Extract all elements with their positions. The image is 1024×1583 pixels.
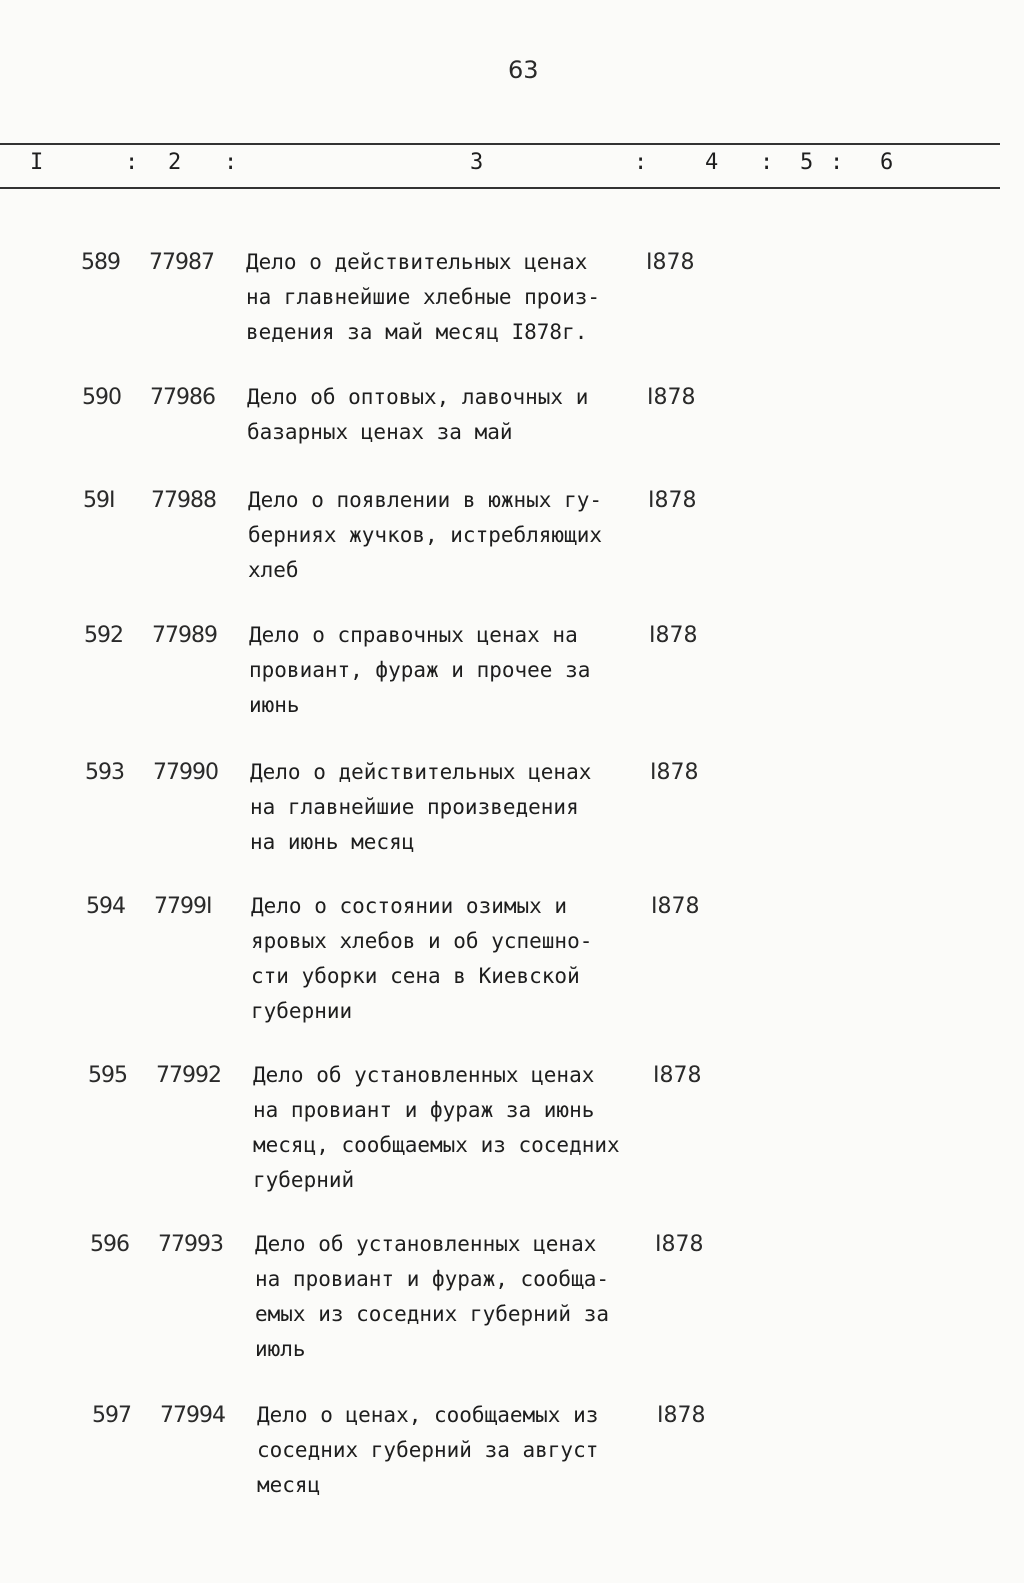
page-number: 63 — [508, 56, 539, 84]
description-line: хлеб — [248, 558, 299, 582]
entry-description — [250, 760, 650, 865]
description-line: сти уборки сена в Киевской — [251, 964, 580, 988]
description-line: ведения за май месяц I878г. — [246, 320, 588, 344]
entry-description — [246, 250, 646, 355]
entry-number: 594 — [86, 894, 125, 919]
description-line: на провиант и фураж, сообща- — [255, 1267, 610, 1291]
description-line: Дело о ценах, сообщаемых из — [257, 1403, 599, 1427]
entry-description — [257, 1403, 657, 1508]
col-header-6: 6 — [880, 150, 894, 175]
col-separator: : — [125, 150, 139, 175]
description-line: Дело об оптовых, лавочных и — [247, 385, 589, 409]
description-line: на провиант и фураж за июнь — [253, 1098, 595, 1122]
entry-year: I878 — [653, 1063, 702, 1088]
entry-code: 7799I — [154, 894, 212, 919]
description-line: на главнейшие хлебные произ- — [246, 285, 601, 309]
header-rule-top — [0, 143, 1000, 145]
entry-number: 595 — [88, 1063, 127, 1088]
entry-number: 596 — [90, 1232, 129, 1257]
description-line: яровых хлебов и об успешно- — [251, 929, 593, 953]
description-line: емых из соседних губерний за — [255, 1302, 610, 1326]
col-header-4: 4 — [705, 150, 719, 175]
description-line: соседних губерний за август — [257, 1438, 599, 1462]
entry-description — [248, 488, 648, 593]
description-line: провиант, фураж и прочее за — [249, 658, 591, 682]
entry-year: I878 — [647, 385, 696, 410]
entry-number: 589 — [81, 250, 120, 275]
entry-code: 77988 — [151, 488, 216, 513]
col-header-3: 3 — [470, 150, 484, 175]
entry-description — [247, 385, 647, 455]
description-line: губерний — [253, 1168, 355, 1192]
description-line: берниях жучков, истребляющих — [248, 523, 603, 547]
description-line: Дело о появлении в южных гу- — [248, 488, 603, 512]
entry-number: 592 — [84, 623, 123, 648]
description-line: базарных ценах за май — [247, 420, 513, 444]
description-line: Дело о состоянии озимых и — [251, 894, 568, 918]
col-header-1: I — [30, 150, 44, 175]
header-rule-bottom — [0, 187, 1000, 189]
description-line: Дело о действительных ценах — [246, 250, 588, 274]
entry-year: I878 — [646, 250, 695, 275]
col-separator: : — [830, 150, 844, 175]
column-header — [0, 150, 1000, 182]
entry-number: 59I — [83, 488, 115, 513]
entry-year: I878 — [649, 623, 698, 648]
description-line: Дело о действительных ценах — [250, 760, 592, 784]
entry-code: 77994 — [160, 1403, 225, 1428]
entry-code: 77993 — [158, 1232, 223, 1257]
entry-year: I878 — [657, 1403, 706, 1428]
description-line: Дело об установленных ценах — [253, 1063, 595, 1087]
col-separator: : — [634, 150, 648, 175]
entry-year: I878 — [650, 760, 699, 785]
entry-number: 597 — [92, 1403, 131, 1428]
description-line: июнь — [249, 693, 300, 717]
description-line: месяц, сообщаемых из соседних — [253, 1133, 620, 1157]
entry-code: 77989 — [152, 623, 217, 648]
entry-code: 77990 — [153, 760, 218, 785]
entry-code: 77987 — [149, 250, 214, 275]
col-separator: : — [760, 150, 774, 175]
entry-code: 77986 — [150, 385, 215, 410]
entry-year: I878 — [655, 1232, 704, 1257]
entry-description — [249, 623, 649, 728]
entry-description — [253, 1063, 653, 1203]
entry-year: I878 — [651, 894, 700, 919]
description-line: Дело об установленных ценах — [255, 1232, 597, 1256]
description-line: июль — [255, 1337, 306, 1361]
entry-code: 77992 — [156, 1063, 221, 1088]
entry-description — [255, 1232, 655, 1372]
col-separator: : — [224, 150, 238, 175]
description-line: губернии — [251, 999, 353, 1023]
entry-description — [251, 894, 651, 1034]
col-header-5: 5 — [800, 150, 814, 175]
entry-year: I878 — [648, 488, 697, 513]
description-line: на июнь месяц — [250, 830, 415, 854]
entry-number: 593 — [85, 760, 124, 785]
col-header-2: 2 — [168, 150, 182, 175]
entry-number: 590 — [82, 385, 121, 410]
description-line: на главнейшие произведения — [250, 795, 579, 819]
description-line: месяц — [257, 1473, 321, 1497]
description-line: Дело о справочных ценах на — [249, 623, 578, 647]
